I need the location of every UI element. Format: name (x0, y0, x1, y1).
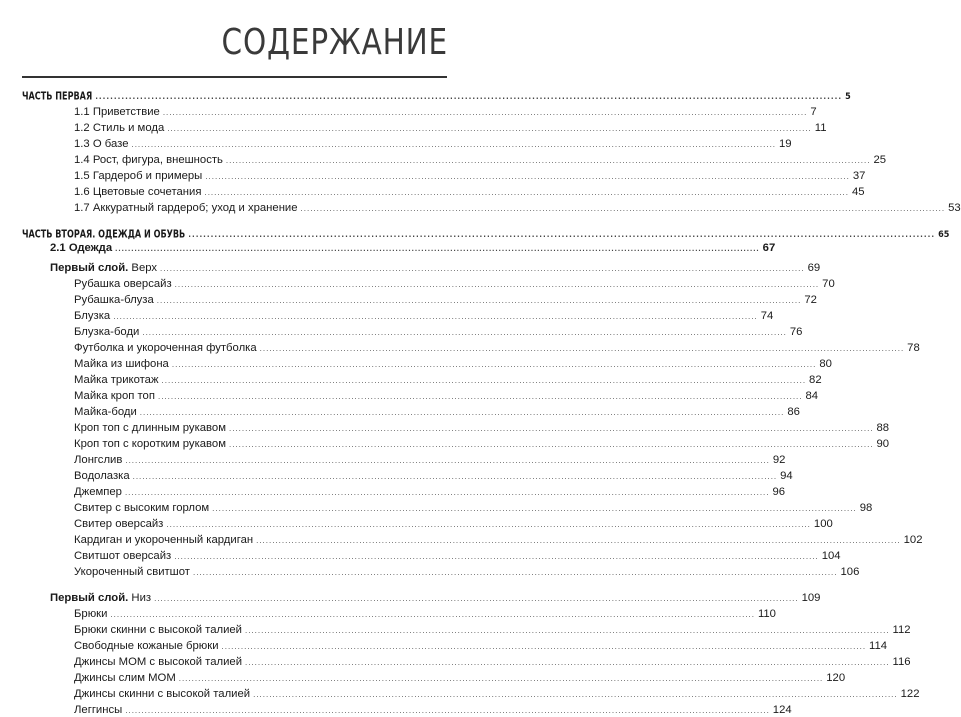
dot-leader: ........................................................................................................................................................................................................ (205, 172, 850, 181)
toc-page-number: 67 (762, 242, 776, 254)
toc-entry-title: Джинсы слим MOM (74, 672, 176, 684)
toc-entry (74, 342, 920, 355)
dot-leader: ........................................................................................................................................................................................................ (259, 344, 905, 353)
dot-leader: ........................................................................................................................................................................................................ (125, 456, 770, 465)
toc-page-number: 122 (900, 688, 920, 700)
toc-entry (74, 406, 800, 419)
dot-leader: ........................................................................................................................................................................................................ (174, 552, 819, 561)
toc-page-number: 53 (948, 202, 961, 214)
toc-entry-title: Кроп топ с коротким рукавом (74, 438, 226, 450)
toc-entry-title: Леггинсы (74, 704, 123, 716)
toc-page-number: 80 (819, 358, 832, 370)
toc-page-number: 92 (772, 454, 786, 466)
toc-entry (74, 608, 776, 621)
dot-leader: ........................................................................................................................................................................................................ (204, 188, 849, 197)
dot-leader: ........................................................................................................................................................................................................ (212, 504, 857, 513)
toc-entry (74, 672, 846, 685)
toc-entry-title: 1.1 Приветствие (74, 106, 160, 118)
toc-page-number: 88 (876, 422, 890, 434)
toc-entry-title: Свитшот оверсайз (74, 550, 172, 562)
toc-page-number: 19 (779, 138, 792, 150)
toc-entry-title: Водолазка (74, 470, 130, 482)
toc-entry (74, 534, 923, 547)
toc-page-number: 124 (772, 704, 792, 716)
toc-page-number: 82 (809, 374, 822, 386)
toc-entry-lead: Первый слой. (50, 262, 129, 274)
dot-leader: ........................................................................................................................................................................................................ (113, 312, 758, 321)
toc-page-number: 65 (938, 230, 950, 240)
dot-leader: ........................................................................................................................................................................................................ (167, 124, 812, 133)
dot-leader: ........................................................................................................................................................................................................ (162, 108, 808, 117)
toc-page-number: 120 (826, 672, 846, 684)
toc-entry (74, 704, 792, 717)
dot-leader: ........................................................................................................................................................................................................ (156, 296, 802, 305)
dot-leader: ........................................................................................................................................................................................................ (139, 408, 785, 417)
dot-leader: ........................................................................................................................................................................................................ (225, 156, 871, 165)
toc-entry (74, 170, 866, 183)
toc-page-number: 78 (907, 342, 920, 354)
toc-entry (74, 640, 888, 653)
toc-entry-title: 1.7 Аккуратный гардероб; уход и хранение (74, 202, 298, 214)
dot-leader: ........................................................................................................................................................................................................ (95, 92, 843, 101)
dot-leader: ........................................................................................................................................................................................................ (188, 230, 936, 239)
toc-entry-rest: Низ (128, 592, 152, 604)
toc-entry (50, 262, 821, 275)
dot-leader: ........................................................................................................................................................................................................ (300, 204, 946, 213)
toc-entry-title: ЧАСТЬ ВТОРАЯ. ОДЕЖДА И ОБУВЬ (22, 228, 186, 241)
dot-leader: ........................................................................................................................................................................................................ (124, 488, 770, 497)
toc-entry-title: Майка из шифона (74, 358, 169, 370)
dot-leader: ........................................................................................................................................................................................................ (161, 376, 807, 385)
toc-entry (50, 592, 821, 605)
toc-entry (74, 374, 822, 387)
toc-page-number: 72 (804, 294, 817, 306)
toc-entry (74, 550, 841, 563)
dot-leader: ........................................................................................................................................................................................................ (228, 440, 874, 449)
toc-entry (74, 438, 890, 451)
toc-entry-title: ЧАСТЬ ПЕРВАЯ (22, 90, 93, 103)
toc-entry-title (50, 592, 151, 605)
toc-page-number: 114 (869, 640, 888, 652)
dot-leader: ........................................................................................................................................................................................................ (142, 328, 787, 337)
toc-page-number: 110 (757, 608, 776, 620)
toc-entry-title: Джинсы MOM с высокой талией (74, 656, 243, 668)
toc-entry-title: Рубашка оверсайз (74, 278, 172, 290)
toc-page-number: 106 (840, 566, 860, 578)
toc-entry-title: Брюки скинни с высокой талией (74, 624, 242, 636)
toc-page-number: 112 (892, 624, 911, 636)
toc-entry-title: Рубашка-блуза (74, 294, 154, 306)
toc-entry (74, 454, 786, 467)
toc-entry (74, 358, 832, 371)
dot-leader: ........................................................................................................................................................................................................ (174, 280, 820, 289)
toc-entry-rest: Верх (128, 262, 158, 274)
toc-entry-title: 1.3 О базе (74, 138, 129, 150)
toc-entry-title: Лонгслив (74, 454, 123, 466)
toc-entry-title: Майка-боди (74, 406, 137, 418)
toc-entry (74, 422, 890, 435)
dot-leader: ........................................................................................................................................................................................................ (115, 244, 760, 253)
toc-entry-title: Джемпер (74, 486, 122, 498)
toc-entry (74, 486, 786, 499)
toc-page-number: 25 (873, 154, 887, 166)
toc-entry-title: Свитер с высоким горлом (74, 502, 210, 514)
toc-entry-title: Свитер оверсайз (74, 518, 164, 530)
toc-entry-title: 2.1 Одежда (50, 242, 113, 254)
toc-entry-title: 1.6 Цветовые сочетания (74, 186, 202, 198)
dot-leader: ........................................................................................................................................................................................................ (245, 658, 890, 667)
toc-part-entry (22, 228, 950, 242)
toc-page-number: 7 (810, 106, 817, 118)
toc-page-number: 70 (822, 278, 835, 290)
toc-entry (74, 202, 961, 215)
toc-entry (74, 502, 873, 515)
toc-entry-title: 1.2 Стиль и мода (74, 122, 165, 134)
dot-leader: ........................................................................................................................................................................................................ (228, 424, 874, 433)
toc-page-number: 116 (892, 656, 911, 668)
dot-leader: ........................................................................................................................................................................................................ (132, 472, 778, 481)
toc-entry (74, 186, 865, 199)
toc-entry-title: Майка трикотаж (74, 374, 159, 386)
title-rule (22, 76, 447, 78)
dot-leader: ........................................................................................................................................................................................................ (192, 568, 838, 577)
toc-entry-title: Блузка-боди (74, 326, 140, 338)
toc-entry (74, 122, 827, 135)
toc-page-number: 45 (852, 186, 865, 198)
toc-page-number: 100 (813, 518, 833, 530)
toc-entry-title: Футболка и укороченная футболка (74, 342, 257, 354)
toc-entry-title: Свободные кожаные брюки (74, 640, 219, 652)
dot-leader: ........................................................................................................................................................................................................ (253, 690, 898, 699)
toc-entry-title: Кардиган и укороченный кардиган (74, 534, 254, 546)
toc-entry-title: Кроп топ с длинным рукавом (74, 422, 226, 434)
toc-entry (50, 242, 776, 255)
toc-entry-title (50, 262, 157, 275)
dot-leader: ........................................................................................................................................................................................................ (166, 520, 811, 529)
toc-page-number: 86 (787, 406, 800, 418)
toc-entry-lead: Первый слой. (50, 592, 129, 604)
toc-entry-title: Блузка (74, 310, 111, 322)
toc-page-number: 90 (876, 438, 890, 450)
toc-page-number: 84 (805, 390, 819, 402)
toc-entry (74, 106, 817, 119)
toc-entry (74, 518, 833, 531)
toc-page-number: 94 (780, 470, 793, 482)
toc-entry (74, 566, 860, 579)
toc-entry (74, 278, 835, 291)
dot-leader: ........................................................................................................................................................................................................ (154, 594, 799, 603)
toc-entry (74, 294, 817, 307)
dot-leader: ........................................................................................................................................................................................................ (221, 642, 867, 651)
dot-leader: ........................................................................................................................................................................................................ (125, 706, 770, 715)
toc-page-number: 69 (807, 262, 821, 274)
toc-entry (74, 326, 803, 339)
dot-leader: ........................................................................................................................................................................................................ (157, 392, 803, 401)
toc-page-number: 104 (821, 550, 841, 562)
toc-entry (74, 656, 911, 669)
toc-page-number: 5 (845, 92, 851, 102)
toc-entry (74, 624, 911, 637)
dot-leader: ........................................................................................................................................................................................................ (110, 610, 755, 619)
toc-page-number: 74 (760, 310, 774, 322)
dot-leader: ........................................................................................................................................................................................................ (256, 536, 901, 545)
toc-entry (74, 154, 887, 167)
toc-entry-title: Брюки (74, 608, 108, 620)
toc-page-number: 37 (852, 170, 866, 182)
dot-leader: ........................................................................................................................................................................................................ (131, 140, 777, 149)
toc-entry (74, 390, 819, 403)
toc-page-number: 76 (789, 326, 803, 338)
dot-leader: ........................................................................................................................................................................................................ (178, 674, 824, 683)
dot-leader: ........................................................................................................................................................................................................ (171, 360, 817, 369)
toc-page-number: 11 (814, 122, 827, 134)
page-title: СОДЕРЖАНИЕ (221, 22, 448, 63)
toc-entry-title: Джинсы скинни с высокой талией (74, 688, 251, 700)
toc-entry (74, 310, 774, 323)
toc-entry (74, 688, 920, 701)
toc-entry-title: Майка кроп топ (74, 390, 155, 402)
toc-part-entry (22, 90, 851, 104)
toc-page-number: 102 (903, 534, 923, 546)
dot-leader: ........................................................................................................................................................................................................ (160, 264, 805, 273)
toc-entry (74, 470, 793, 483)
toc-entry-title: 1.5 Гардероб и примеры (74, 170, 203, 182)
toc-entry-title: Укороченный свитшот (74, 566, 190, 578)
toc-page-number: 109 (801, 592, 821, 604)
dot-leader: ........................................................................................................................................................................................................ (244, 626, 890, 635)
toc-entry (74, 138, 792, 151)
toc-entry-title: 1.4 Рост, фигура, внешность (74, 154, 223, 166)
toc-page-number: 96 (772, 486, 786, 498)
toc-page-number: 98 (859, 502, 873, 514)
